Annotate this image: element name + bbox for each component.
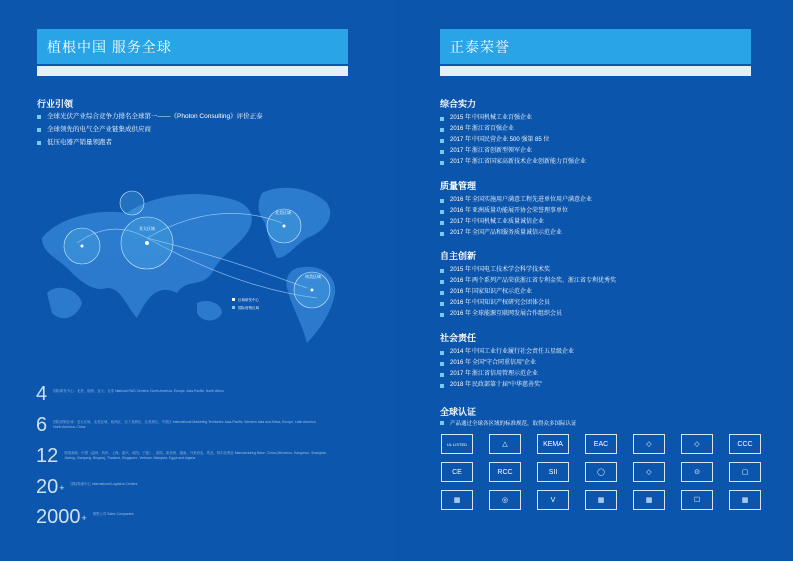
honor-section-title: 质量管理: [440, 181, 477, 191]
left-page: [0, 0, 396, 561]
certification-mark-icon: UL LISTED: [441, 434, 473, 454]
left-header-band: [37, 66, 348, 76]
honor-section-title: 综合实力: [440, 99, 477, 109]
honor-row: [440, 195, 760, 206]
stat-number: 20: [36, 476, 59, 498]
honor-row: [440, 206, 760, 217]
honor-text: 全国实施用户满意工程先进单位用户满意企业: [472, 197, 593, 203]
certification-mark-icon: ◇: [633, 434, 665, 454]
certification-mark-icon: ◇: [681, 434, 713, 454]
certification-mark-icon: ▦: [441, 490, 473, 510]
stat-text: 国际研发中心：北美、欧洲、亚太、北非 National R&D Centers: North America, Europe, Asia-Pacific, North Africa: [53, 389, 224, 393]
honor-row: [440, 287, 760, 298]
certification-mark-icon: CCC: [729, 434, 761, 454]
certification-mark-icon: ◎: [489, 490, 521, 510]
honor-year: 2016 年: [450, 300, 472, 306]
cert-note: 产品通过全球各区域的标准规范，取得众多国际认证: [440, 419, 577, 427]
honor-year: 2017 年: [450, 148, 472, 154]
cert-grid: [441, 434, 761, 510]
honor-year: 2017 年: [450, 371, 472, 377]
bullet-icon: [440, 150, 444, 154]
stat-number: 6: [36, 414, 48, 436]
stat-marketing: [36, 415, 323, 435]
stat-text: 销售公司 Sales Companies: [92, 512, 134, 516]
world-map: [37, 178, 377, 348]
honor-text: 全国产品和服务质量诚信示范企业: [472, 230, 563, 236]
certification-mark-icon: V: [537, 490, 569, 510]
honor-text: 浙江省百强企业: [472, 126, 515, 132]
certification-mark-icon: ⊙: [681, 462, 713, 482]
bullet-icon: [440, 269, 444, 273]
bullet-icon: [37, 115, 41, 119]
stat-number: 4: [36, 383, 48, 405]
certification-mark-icon: RCC: [489, 462, 521, 482]
map-label: 南美区域: [305, 274, 321, 279]
honor-text: 中国机械工业质量诚信企业: [472, 219, 545, 225]
honor-year: 2016 年: [450, 289, 472, 295]
honor-text: 国家知识产权示范企业: [472, 289, 533, 295]
honor-text: 全国“守合同重信用”企业: [472, 360, 536, 366]
honor-section: [440, 249, 760, 320]
industry-item: 全球光伏产业综合竞争力排名全球第一——《Photon Consulting》评价正泰: [37, 110, 263, 123]
honor-row: [440, 135, 760, 146]
honor-year: 2016 年: [450, 360, 472, 366]
certification-mark-icon: CE: [441, 462, 473, 482]
honor-row: [440, 157, 760, 168]
honor-section: [440, 179, 760, 239]
cert-title: 全球认证: [440, 407, 477, 417]
bullet-icon: [440, 161, 444, 165]
stat-rd-centers: [36, 384, 323, 404]
bullet-icon: [440, 280, 444, 284]
honor-section: [440, 331, 760, 391]
honor-year: 2016 年: [450, 126, 472, 132]
honor-section: [440, 97, 760, 168]
honor-year: 2015 年: [450, 115, 472, 121]
honor-text: 浙江省创新型领军企业: [472, 148, 533, 154]
honor-row: [440, 369, 760, 380]
map-legend-label: 国际营销区域: [238, 306, 259, 310]
bullet-icon: [440, 221, 444, 225]
honor-row: [440, 113, 760, 124]
honor-row: [440, 358, 760, 369]
bullet-icon: [440, 351, 444, 355]
honor-year: 2017 年: [450, 137, 472, 143]
bullet-icon: [37, 141, 41, 145]
honor-text: 中国知识产权研究会团体会员: [472, 300, 551, 306]
bullet-icon: [37, 128, 41, 132]
honor-year: 2016 年: [450, 197, 472, 203]
left-header: [37, 29, 348, 64]
honor-row: [440, 217, 760, 228]
honor-text: 中国电工技术学会科学技术奖: [472, 267, 551, 273]
stat-text: 制造基地：中国（温州、杭州、上海、嘉兴、咸阳、宁夏）、泰国、新加坡、越南、马来西亚、埃及、阿尔及利亚 Manufacturing Base: China (Wenzhou, Hangzhou, Shanghai, Jiaxing, Xianyang, Ningxia), Thailand, Singapore, Vietnam, Malaysia, Egypt and Algeria: [64, 451, 327, 460]
stat-plus: +: [81, 513, 87, 523]
honor-section-title: 社会责任: [440, 333, 477, 343]
bullet-icon: [440, 139, 444, 143]
honor-year: 2017 年: [450, 230, 472, 236]
honor-row: [440, 276, 760, 287]
certification-mark-icon: ◯: [585, 462, 617, 482]
bullet-icon: [440, 210, 444, 214]
stat-number: 12: [36, 445, 59, 467]
industry-item: 全球领先的电气全产业链集成供应商: [37, 123, 263, 136]
certification-mark-icon: △: [489, 434, 521, 454]
stat-text: 国际营销区域：亚太区域、北美区域、欧洲区、拉丁美洲区、北美洲区、中国区 International Marketing Territories: Asia-Pacific, Western Asia and Africa, Europe, Latin America, North America, China: [53, 420, 317, 429]
right-header-band: [440, 66, 751, 76]
honor-row: [440, 347, 760, 358]
honor-year: 2017 年: [450, 219, 472, 225]
bullet-icon: [440, 373, 444, 377]
honor-text: 民政部第十届“中华慈善奖”: [472, 382, 542, 388]
right-page: [397, 0, 793, 561]
stat-plus: +: [59, 483, 65, 493]
certification-mark-icon: EAC: [585, 434, 617, 454]
stat-sales: [36, 507, 363, 527]
honor-row: [440, 228, 760, 239]
certification-mark-icon: ◇: [633, 462, 665, 482]
certification-mark-icon: ▦: [585, 490, 617, 510]
honor-text: 全球能源互联网发展合作组织会员: [472, 311, 563, 317]
honor-year: 2016 年: [450, 278, 472, 284]
stat-logistics: [36, 477, 341, 497]
map-legend-label: 区域研发中心: [238, 298, 259, 302]
honor-text: 中国民营企业 500 强第 85 位: [472, 137, 550, 143]
certification-mark-icon: SII: [537, 462, 569, 482]
stat-manufacturing: [36, 446, 334, 466]
certification-mark-icon: ☐: [681, 490, 713, 510]
bullet-icon: [440, 362, 444, 366]
stat-text: 国际物流中心 International Logistics Centers: [70, 482, 138, 486]
stat-number: 2000: [36, 506, 81, 528]
honor-row: [440, 298, 760, 309]
right-header: [440, 29, 751, 64]
honor-text: 浙江省国家高新技术企业创新能力百强企业: [472, 159, 587, 165]
bullet-icon: [440, 384, 444, 388]
bullet-icon: [440, 291, 444, 295]
honor-row: [440, 380, 760, 391]
certification-mark-icon: ▦: [633, 490, 665, 510]
map-label: 北美区域: [275, 210, 291, 215]
honor-year: 2017 年: [450, 159, 472, 165]
honor-text: 中国机械工业百强企业: [472, 115, 533, 121]
industry-title: 行业引领: [37, 99, 74, 109]
honor-row: [440, 124, 760, 135]
map-label: 亚太区域: [139, 226, 155, 231]
honor-row: [440, 265, 760, 276]
honor-year: 2018 年: [450, 382, 472, 388]
honor-year: 2014 年: [450, 349, 472, 355]
industry-list: [37, 110, 263, 149]
honor-text: 中国工业行业履行社会责任五星级企业: [472, 349, 575, 355]
left-header-title: 植根中国 服务全球: [47, 38, 172, 55]
right-header-title: 正泰荣誉: [450, 38, 510, 55]
honor-year: 2016 年: [450, 311, 472, 317]
bullet-icon: [440, 313, 444, 317]
bullet-icon: [440, 128, 444, 132]
bullet-icon: [440, 117, 444, 121]
honor-row: [440, 309, 760, 320]
industry-item: 低压电器产销量领跑者: [37, 136, 263, 149]
certification-mark-icon: ▦: [729, 490, 761, 510]
bullet-icon: [440, 421, 444, 425]
honor-section-title: 自主创新: [440, 251, 477, 261]
honor-text: 亚洲质量功能展开协会荣誉理事单位: [472, 208, 569, 214]
bullet-icon: [440, 199, 444, 203]
certification-mark-icon: KEMA: [537, 434, 569, 454]
honor-text: 两个系列产品荣获浙江省专利金奖、浙江省专利优秀奖: [472, 278, 617, 284]
bullet-icon: [440, 302, 444, 306]
honor-row: [440, 146, 760, 157]
honor-text: 浙江省信用管理示范企业: [472, 371, 539, 377]
certification-mark-icon: ▢: [729, 462, 761, 482]
bullet-icon: [440, 232, 444, 236]
honor-year: 2016 年: [450, 208, 472, 214]
honor-year: 2015 年: [450, 267, 472, 273]
